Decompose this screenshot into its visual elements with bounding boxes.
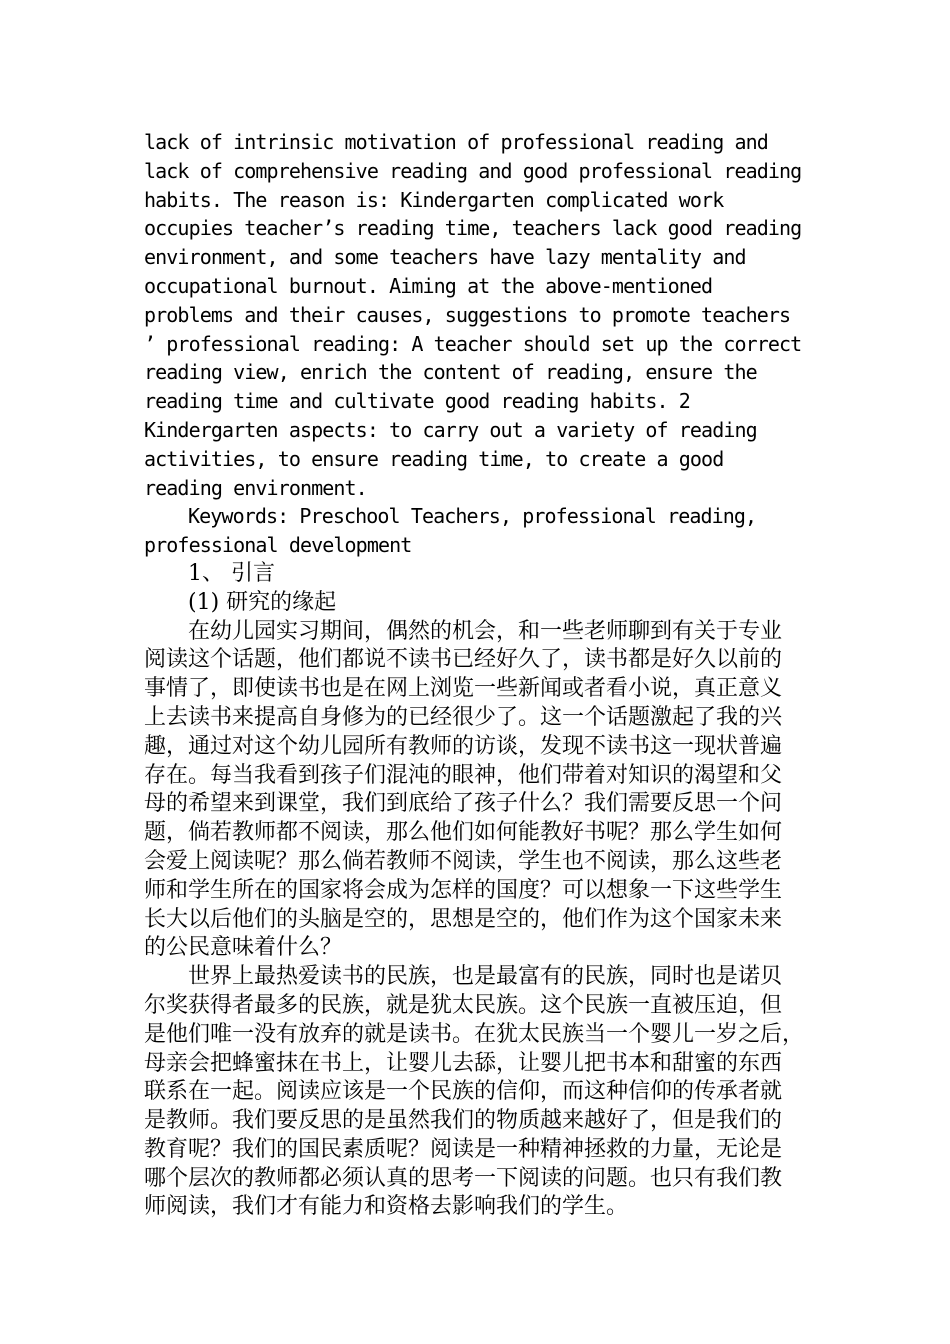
abstract-line: activities, to ensure reading time, to create a good xyxy=(144,446,724,471)
paragraph-line: 教育呢？我们的国民素质呢？阅读是一种精神拯救的力量，无论是 xyxy=(144,1136,783,1162)
paragraph-line: 尔奖获得者最多的民族，就是犹太民族。这个民族一直被压迫，但 xyxy=(144,992,783,1018)
paragraph-line: 题，倘若教师都不阅读，那么他们如何能教好书呢？那么学生如何 xyxy=(144,820,783,846)
paragraph-line: 师阅读，我们才有能力和资格去影响我们的学生。 xyxy=(144,1194,629,1220)
paragraph-line: 事情了，即使读书也是在网上浏览一些新闻或者看小说，真正意义 xyxy=(144,676,783,702)
english-abstract xyxy=(144,128,816,560)
keywords-line: professional development xyxy=(144,533,412,558)
paragraph-line: 师和学生所在的国家将会成为怎样的国度？可以想象一下这些学生 xyxy=(144,877,783,903)
abstract-line: reading time and cultivate good reading habits. 2 xyxy=(144,389,690,414)
paragraph-line: 在幼儿园实习期间，偶然的机会，和一些老师聊到有关于专业 xyxy=(188,618,783,644)
abstract-line: occupies teacher’s reading time, teachers lack good reading xyxy=(144,216,802,241)
abstract-line: occupational burnout. Aiming at the above-mentioned xyxy=(144,273,713,298)
paragraph-line: 是他们唯一没有放弃的就是读书。在犹太民族当一个婴儿一岁之后， xyxy=(144,1021,805,1047)
abstract-line: environment, and some teachers have lazy mentality and xyxy=(144,245,746,270)
paragraph-line: 联系在一起。阅读应该是一个民族的信仰，而这种信仰的传承者就 xyxy=(144,1079,783,1105)
abstract-line: reading environment. xyxy=(144,475,367,500)
paragraph-1 xyxy=(144,618,816,964)
keywords-line: Keywords: Preschool Teachers, professional reading, xyxy=(188,504,757,529)
paragraph-line: 哪个层次的教师都必须认真的思考一下阅读的问题。也只有我们教 xyxy=(144,1165,783,1191)
paragraph-line: 母的希望来到课堂，我们到底给了孩子什么？我们需要反思一个问 xyxy=(144,791,783,817)
paragraph-line: 存在。每当我看到孩子们混沌的眼神，他们带着对知识的渴望和父 xyxy=(144,762,783,788)
paragraph-line: 上去读书来提高自身修为的已经很少了。这一个话题激起了我的兴 xyxy=(144,704,783,730)
abstract-line: ’ professional reading: A teacher should set up the correct xyxy=(144,331,802,356)
paragraph-2 xyxy=(144,963,816,1222)
paragraph-line: 阅读这个话题，他们都说不读书已经好久了，读书都是好久以前的 xyxy=(144,647,783,673)
chinese-body xyxy=(144,560,816,1222)
paragraph-line: 的公民意味着什么？ xyxy=(144,935,343,961)
paragraph-line: 会爱上阅读呢？那么倘若教师不阅读，学生也不阅读，那么这些老 xyxy=(144,848,783,874)
paragraph-line: 母亲会把蜂蜜抹在书上，让婴儿去舔，让婴儿把书本和甜蜜的东西 xyxy=(144,1050,783,1076)
abstract-line: lack of comprehensive reading and good professional reading xyxy=(144,158,802,183)
abstract-line: problems and their causes, suggestions to promote teachers xyxy=(144,302,791,327)
abstract-line: lack of intrinsic motivation of professional reading and xyxy=(144,130,768,154)
subsection-heading: (1) 研究的缘起 xyxy=(188,589,337,615)
abstract-line: Kindergarten aspects: to carry out a variety of reading xyxy=(144,417,757,442)
paragraph-line: 世界上最热爱读书的民族，也是最富有的民族，同时也是诺贝 xyxy=(188,964,783,990)
abstract-line: reading view, enrich the content of reading, ensure the xyxy=(144,360,757,385)
abstract-line: habits. The reason is: Kindergarten complicated work xyxy=(144,187,724,212)
section-heading: 1、 引言 xyxy=(188,560,275,586)
paragraph-line: 长大以后他们的头脑是空的，思想是空的，他们作为这个国家未来 xyxy=(144,906,783,932)
paragraph-line: 是教师。我们要反思的是虽然我们的物质越来越好了，但是我们的 xyxy=(144,1108,783,1134)
document-page xyxy=(144,128,816,1222)
paragraph-line: 趣，通过对这个幼儿园所有教师的访谈，发现不读书这一现状普遍 xyxy=(144,733,783,759)
